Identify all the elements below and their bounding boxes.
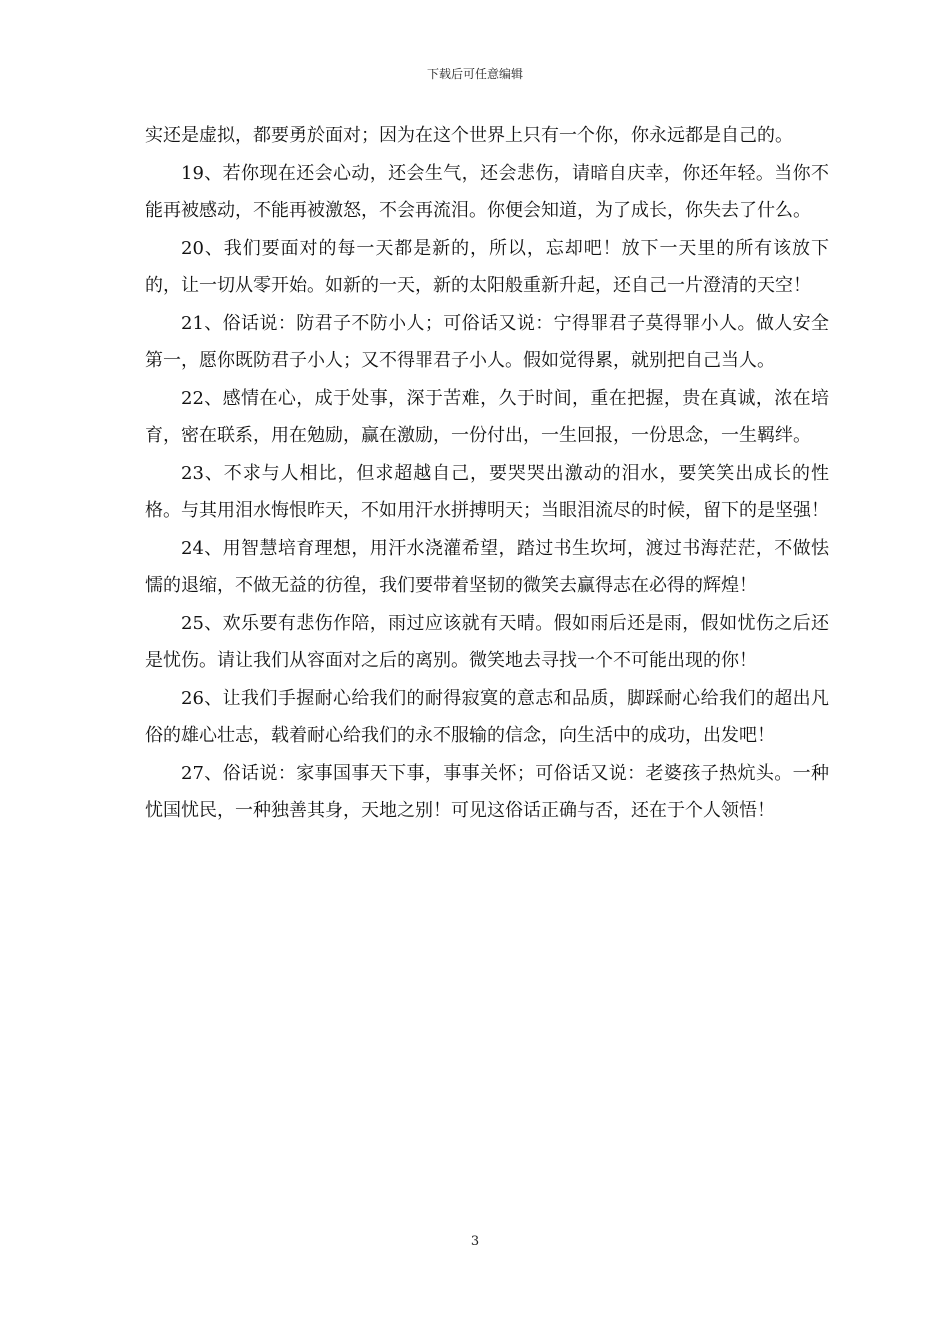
- paragraph-25: 25、欢乐要有悲伤作陪，雨过应该就有天晴。假如雨后还是雨，假如忧伤之后还是忧伤。请让我们从容面对之后的离别。微笑地去寻找一个不可能出现的你！: [145, 612, 829, 671]
- paragraph-27: 27、俗话说：家事国事天下事，事事关怀；可俗话又说：老婆孩子热炕头。一种忧国忧民，一种独善其身，天地之别！可见这俗话正确与否，还在于个人领悟！: [145, 762, 829, 821]
- paragraph-21: 21、俗话说：防君子不防小人；可俗话又说：宁得罪君子莫得罪小人。做人安全第一，愿你既防君子小人；又不得罪君子小人。假如觉得累，就别把自己当人。: [145, 312, 829, 371]
- paragraph-20: 20、我们要面对的每一天都是新的，所以，忘却吧！放下一天里的所有该放下的，让一切从零开始。如新的一天，新的太阳般重新升起，还自己一片澄清的天空！: [145, 237, 829, 296]
- document-body: [145, 117, 829, 830]
- page-number: 3: [470, 1234, 480, 1249]
- paragraph-24: 24、用智慧培育理想，用汗水浇灌希望，踏过书生坎坷，渡过书海茫茫，不做怯懦的退缩，不做无益的彷徨，我们要带着坚韧的微笑去赢得志在必得的辉煌！: [145, 537, 829, 596]
- page-header: 下载后可任意编辑: [426, 67, 523, 81]
- paragraph-26: 26、让我们手握耐心给我们的耐得寂寞的意志和品质，脚踩耐心给我们的超出凡俗的雄心壮志，载着耐心给我们的永不服输的信念，向生活中的成功，出发吧！: [145, 687, 829, 746]
- paragraph-22: 22、感情在心，成于处事，深于苦难，久于时间，重在把握，贵在真诚，浓在培育，密在联系，用在勉励，赢在激励，一份付出，一生回报，一份思念，一生羁绊。: [145, 387, 829, 446]
- paragraph-23: 23、不求与人相比，但求超越自己，要哭哭出激动的泪水，要笑笑出成长的性格。与其用泪水悔恨昨天，不如用汗水拼搏明天；当眼泪流尽的时候，留下的是坚强！: [145, 462, 829, 521]
- paragraph-continuation: 实还是虚拟，都要勇於面对；因为在这个世界上只有一个你，你永远都是自己的。: [145, 125, 793, 146]
- paragraph-19: 19、若你现在还会心动，还会生气，还会悲伤，请暗自庆幸，你还年轻。当你不能再被感动，不能再被激怒，不会再流泪。你便会知道，为了成长，你失去了什么。: [145, 162, 829, 221]
